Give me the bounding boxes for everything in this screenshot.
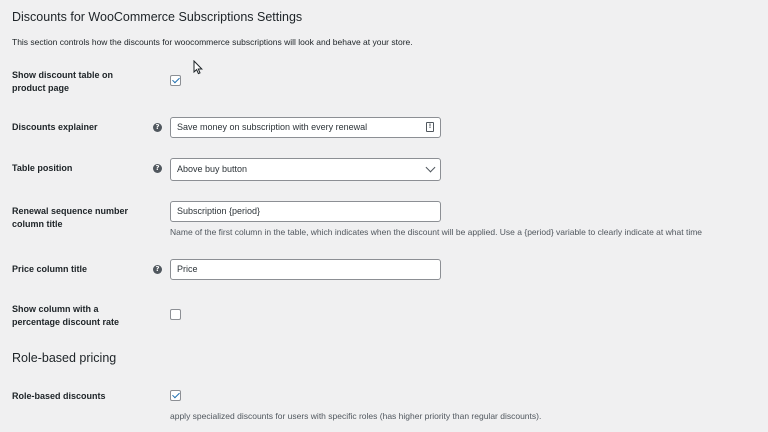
- pct-column-label: Show column with a percentage discount rate: [12, 304, 120, 327]
- role-discounts-hint: apply specialized discounts for users with specific roles (has higher priority than regular discounts).: [170, 411, 542, 421]
- help-icon[interactable]: ?: [153, 164, 162, 173]
- help-icon[interactable]: ?: [153, 123, 162, 132]
- chevron-down-icon: [426, 163, 436, 173]
- pct-column-checkbox[interactable]: [170, 309, 181, 320]
- show-table-checkbox[interactable]: [170, 75, 181, 86]
- mouse-cursor-icon: [193, 60, 203, 75]
- autofill-icon[interactable]: !: [426, 122, 434, 132]
- explainer-input[interactable]: [170, 117, 441, 138]
- renewal-title-value: Subscription {period}: [177, 206, 261, 216]
- renewal-title-label: Renewal sequence number column title: [12, 206, 129, 229]
- table-position-select[interactable]: [170, 158, 441, 181]
- help-icon[interactable]: ?: [153, 265, 162, 274]
- role-discounts-label: Role-based discounts: [12, 391, 106, 401]
- price-title-label: Price column title: [12, 264, 88, 274]
- explainer-value: Save money on subscription with every renewal: [177, 122, 368, 132]
- renewal-title-hint: Name of the first column in the table, which indicates when the discount will be applied. Use a {period} variable to clearly indicate at what time: [170, 227, 703, 237]
- price-title-value: Price: [177, 264, 198, 274]
- section-description: This section controls how the discounts for woocommerce subscriptions will look and behave at your store.: [12, 37, 413, 47]
- role-discounts-checkbox[interactable]: [170, 390, 181, 401]
- table-position-value: Above buy button: [177, 164, 248, 174]
- role-section-title: Role-based pricing: [12, 351, 117, 365]
- section-title: Discounts for WooCommerce Subscriptions Settings: [12, 10, 303, 24]
- renewal-title-input[interactable]: [170, 201, 441, 222]
- show-table-label: Show discount table on product page: [12, 70, 113, 93]
- price-title-input[interactable]: [170, 259, 441, 280]
- table-position-label: Table position: [12, 163, 73, 173]
- explainer-label: Discounts explainer: [12, 122, 98, 132]
